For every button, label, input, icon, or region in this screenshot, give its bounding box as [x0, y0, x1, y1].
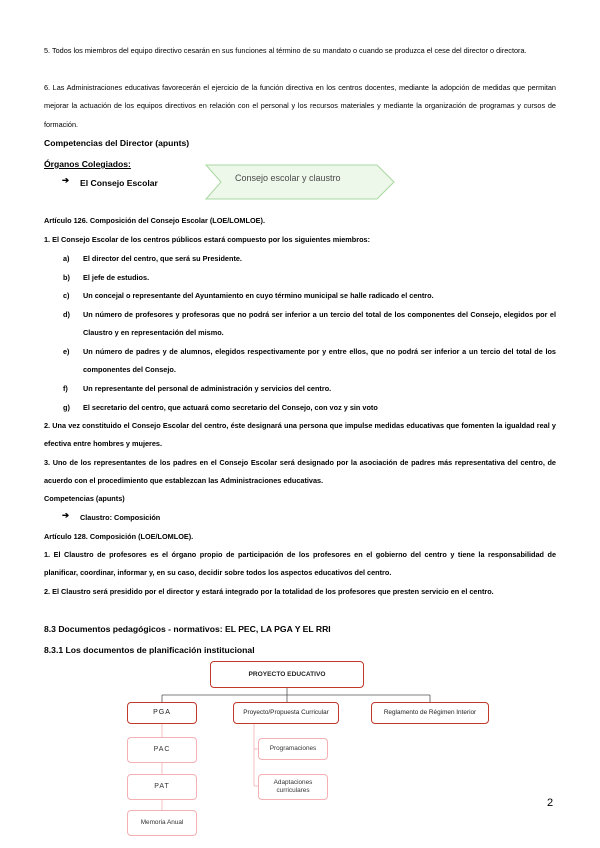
diagram-box-memoria: Memoria Anual	[127, 810, 197, 836]
competencias-apunts: Competencias (apunts)	[44, 494, 125, 503]
articulo-126-title: Artículo 126. Composición del Consejo Escolar (LOE/LOMLOE).	[44, 216, 265, 225]
paragraph-6: 6. Las Administraciones educativas favorecerán el ejercicio de la función directiva en los centros docentes, mediante la adopción de medidas que permitan mejorar la actuación de los equipos directivos en relación con el personal y los recursos materiales y mediante la organización de programas y cursos de formación.	[44, 83, 556, 129]
section-8-3-1: 8.3.1 Los documentos de planificación institucional	[44, 645, 255, 655]
articulo-128-p2: 2. El Claustro será presidido por el director y estará integrado por la totalidad de los profesores que presten servicio en el centro.	[44, 587, 494, 596]
page-number: 2	[547, 797, 554, 809]
list-item-f: f) Un representante del personal de administración y servicios del centro.	[63, 384, 332, 393]
articulo-128-title: Artículo 128. Composición (LOE/LOMLOE).	[44, 532, 194, 541]
claustro-composicion: Claustro: Composición	[80, 513, 161, 522]
chevron-label: Consejo escolar y claustro	[235, 173, 341, 183]
list-item-e: e) Un número de padres y de alumnos, elegidos respectivamente por y entre ellos, que no podrá ser inferior a un tercio del total de los componentes del Consejo.	[63, 347, 556, 375]
diagram-box-proyecto-educativo: PROYECTO EDUCATIVO	[210, 661, 364, 688]
diagram-box-pga: PGA	[127, 702, 197, 724]
list-item-b: b) El jefe de estudios.	[63, 273, 150, 282]
section-8-3: 8.3 Documentos pedagógicos - normativos: EL PEC, LA PGA Y EL RRI	[44, 624, 331, 634]
heading-organos-colegiados: Órganos Colegiados:	[44, 159, 131, 169]
heading-competencias-director: Competencias del Director (apunts)	[44, 138, 190, 148]
diagram-box-reglamento: Reglamento de Régimen Interior	[371, 702, 489, 724]
diagram-box-pac: PAC	[127, 737, 197, 763]
diagram-box-pat: PAT	[127, 774, 197, 800]
list-item-d: d) Un número de profesores y profesoras que no podrá ser inferior a un tercio del total de los componentes del Consejo, elegidos por el Claustro y en representación del mismo.	[63, 310, 556, 338]
articulo-128-p1: 1. El Claustro de profesores es el órgano propio de participación de los profesores en el gobierno del centro y tiene la responsabilidad de planificar, coordinar, informar y, en su caso, decidir sobre todos los aspectos educativos del centro.	[44, 550, 556, 578]
list-item-g: g) El secretario del centro, que actuará como secretario del Consejo, con voz y sin voto	[63, 403, 378, 412]
diagram-box-programaciones: Programaciones	[258, 738, 328, 760]
paragraph-5: 5. Todos los miembros del equipo directivo cesarán en sus funciones al término de su mandato o cuando se produzca el cese del director o directora.	[44, 46, 527, 55]
list-item-c: c) Un concejal o representante del Ayuntamiento en cuyo término municipal se halle radicado el centro.	[63, 291, 434, 300]
heading-consejo-escolar: El Consejo Escolar	[80, 178, 158, 188]
list-item-a: a) El director del centro, que será su Presidente.	[63, 254, 242, 263]
articulo-126-intro: 1. El Consejo Escolar de los centros públicos estará compuesto por los siguientes miembros:	[44, 235, 371, 244]
diagram-box-proyecto-curricular: Proyecto/Propuesta Curricular	[233, 702, 339, 724]
articulo-126-p3: 3. Uno de los representantes de los padres en el Consejo Escolar será designado por la asociación de padres más representativa del centro, de acuerdo con el procedimiento que establezcan las Administraciones educativas.	[44, 458, 556, 486]
arrow-icon: ➔	[62, 510, 70, 520]
arrow-icon: ➔	[62, 175, 70, 185]
diagram-box-adaptaciones: Adaptaciones curriculares	[258, 774, 328, 800]
articulo-126-p2: 2. Una vez constituido el Consejo Escolar del centro, éste designará una persona que impulse medidas educativas que fomenten la igualdad real y efectiva entre hombres y mujeres.	[44, 421, 556, 449]
